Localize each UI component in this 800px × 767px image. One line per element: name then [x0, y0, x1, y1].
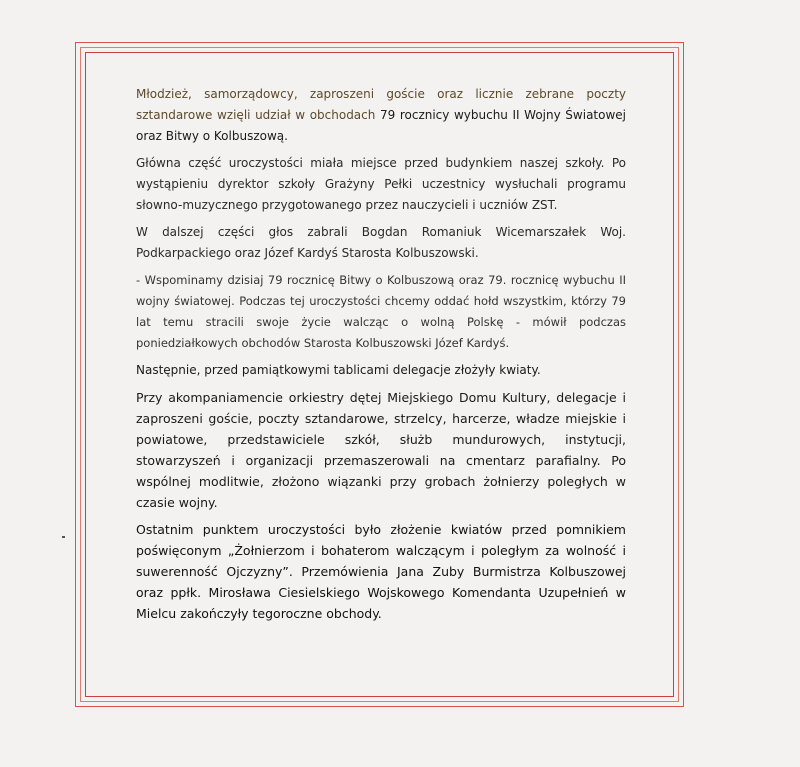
document-body	[136, 84, 626, 630]
ink-speck	[62, 536, 65, 538]
paragraph-main-ceremony: Główna część uroczystości miała miejsce przed budynkiem naszej szkoły. Po wystąpieniu dyrektor szkoły Grażyny Pełki uczestnicy wysłuchali programu słowno-muzycznego przygotowanego przez nauczycieli i uczniów ZST.	[136, 156, 626, 212]
intro-highlight: 79 rocznicy wybuchu II Wojny Światowej oraz Bitwy o Kolbuszową.	[136, 108, 627, 143]
paragraph-speakers: W dalszej części głos zabrali Bogdan Romaniuk Wicemarszałek Woj. Podkarpackiego oraz Józef Kardyś Starosta Kolbuszowski.	[136, 225, 626, 260]
paragraph-final: Ostatnim punktem uroczystości było złożenie kwiatów przed pomnikiem poświęconym „Żołnierzom i bohaterom walczącym i poległym za wolność i suwerenność Ojczyzny”. Przemówienia Jana Zuby Burmistrza Kolbuszowej oraz ppłk. Mirosława Ciesielskiego Wojskowego Komendanta Uzupełnień w Mielcu zakończyły tegoroczne obchody.	[136, 522, 626, 621]
paragraph-intro	[136, 84, 626, 147]
intro-text: Młodzież, samorządowcy, zaproszeni goście oraz licznie zebrane poczty sztandarowe wzięli udział w obchodach	[136, 87, 626, 122]
paragraph-flowers: Następnie, przed pamiątkowymi tablicami delegacje złożyły kwiaty.	[136, 363, 541, 377]
paragraph-quote: - Wspominamy dzisiaj 79 rocznicę Bitwy o Kolbuszową oraz 79. rocznicę wybuchu II wojny światowej. Podczas tej uroczystości chcemy oddać hołd wszystkim, którzy 79 lat temu stracili swoje życie walcząc o wolną Polskę - mówił podczas poniedziałkowych obchodów Starosta Kolbuszowski Józef Kardyś.	[136, 273, 626, 350]
paragraph-march: Przy akompaniamencie orkiestry dętej Miejskiego Domu Kultury, delegacje i zaproszeni goście, poczty sztandarowe, strzelcy, harcerze, władze miejskie i powiatowe, przedstawiciele szkół, służb mundurowych, instytucji, stowarzyszeń i organizacji przemaszerowali na cmentarz parafialny. Po wspólnej modlitwie, złożono wiązanki przy grobach żołnierzy poległych w czasie wojny.	[136, 390, 626, 510]
